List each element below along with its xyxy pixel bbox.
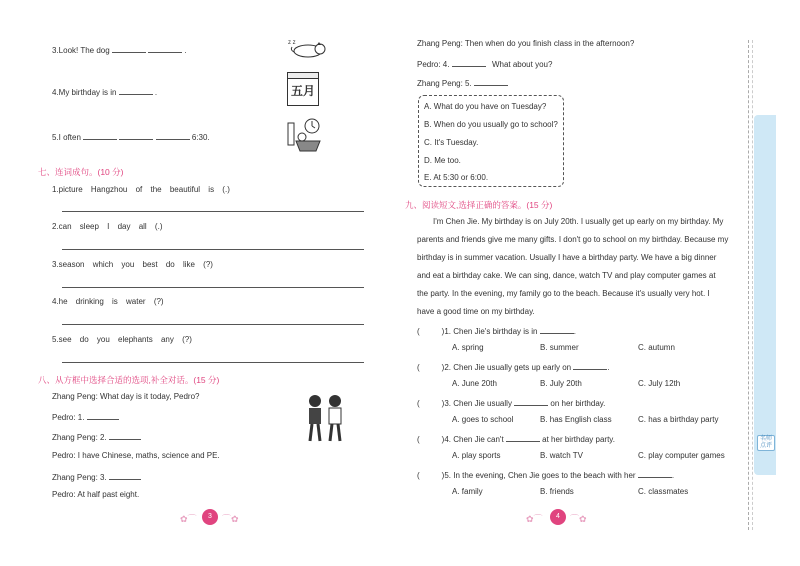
q5-option-c[interactable]: C. classmates xyxy=(638,487,689,496)
dialog-line-4: Pedro: I have Chinese, maths, science and PE. xyxy=(52,451,220,460)
answer-paren-open: ( xyxy=(417,435,420,444)
answer-line[interactable] xyxy=(62,362,364,363)
flourish-right-icon: ⌒✿ xyxy=(222,514,239,524)
s7-item-2: 2.can sleep I day all (.) xyxy=(52,222,163,231)
answer-paren-close: ) xyxy=(441,435,445,444)
binding-line-inner xyxy=(752,40,753,530)
passage-line-2: parents and friends give me many gifts. I don't go to school on my birthday. Because my xyxy=(417,235,729,244)
q4-label: 4.My birthday is in xyxy=(52,88,117,97)
question-tail: . xyxy=(573,327,576,336)
answer-paren-open: ( xyxy=(417,327,420,336)
answer-blank[interactable] xyxy=(119,86,153,95)
question-stem: 5. In the evening, Chen Jie goes to the beach with her xyxy=(444,471,636,480)
answer-paren-open: ( xyxy=(417,399,420,408)
dialog-line-3 xyxy=(52,431,141,442)
answer-paren-close: ) xyxy=(441,327,445,336)
answer-blank[interactable] xyxy=(83,131,117,140)
answer-line[interactable] xyxy=(62,287,364,288)
answer-paren-open: ( xyxy=(417,363,420,372)
answer-blank[interactable] xyxy=(109,471,141,480)
sleeping-dog-image xyxy=(286,36,328,60)
q3-label: 3.Look! The dog xyxy=(52,46,110,55)
answer-blank[interactable] xyxy=(119,131,153,140)
q1-option-b[interactable]: B. summer xyxy=(540,343,579,352)
dialog-speaker: Pedro: 1. xyxy=(52,413,85,422)
answer-paren-close: ) xyxy=(441,399,445,408)
teacher-comment-label: 名师点评 xyxy=(757,435,775,451)
option-b: B. When do you usually go to school? xyxy=(424,120,558,129)
dialog-line-5 xyxy=(52,471,141,482)
q1-option-c[interactable]: C. autumn xyxy=(638,343,675,352)
answer-blank[interactable] xyxy=(573,361,610,372)
q4-option-b[interactable]: B. watch TV xyxy=(540,451,583,460)
answer-paren-open: ( xyxy=(417,471,420,480)
q2-option-b[interactable]: B. July 20th xyxy=(540,379,582,388)
q3-option-c[interactable]: C. has a birthday party xyxy=(638,415,719,424)
dialog-speaker: Pedro: 4. xyxy=(417,60,450,69)
s7-item-4: 4.he drinking is water (?) xyxy=(52,297,164,306)
question-tail: . xyxy=(671,471,675,480)
question-tail: at her birthday party. xyxy=(542,435,615,444)
two-kids-image xyxy=(302,393,348,445)
question-2 xyxy=(417,361,610,372)
clock-breakfast-image xyxy=(286,117,322,153)
passage-line-1: I'm Chen Jie. My birthday is on July 20th. I usually get up early on my birthday. My xyxy=(433,217,724,226)
side-tab xyxy=(754,115,776,475)
question-5 xyxy=(417,469,674,480)
question-tail: on her birthday. xyxy=(550,399,606,408)
dialog-line-r1: Zhang Peng: Then when do you finish class in the afternoon? xyxy=(417,39,635,48)
dialog-line-r2 xyxy=(417,58,552,69)
s7-item-5: 5.see do you elephants any (?) xyxy=(52,335,192,344)
s7-item-1: 1.picture Hangzhou of the beautiful is (.) xyxy=(52,185,230,194)
question-stem: 2. Chen Jie usually gets up early on xyxy=(444,363,572,372)
q5-option-b[interactable]: B. friends xyxy=(540,487,574,496)
q2-option-c[interactable]: C. July 12th xyxy=(638,379,681,388)
answer-blank[interactable] xyxy=(452,58,486,67)
question-stem: 3. Chen Jie usually xyxy=(444,399,512,408)
dialog-line-2 xyxy=(52,411,119,422)
answer-blank[interactable] xyxy=(474,77,508,86)
section7-title: 七、连词成句。(10 分) xyxy=(38,167,124,177)
q4-text: 4.My birthday is in . xyxy=(52,88,158,97)
answer-blank[interactable] xyxy=(156,131,190,140)
q2-option-a[interactable]: A. June 20th xyxy=(452,379,497,388)
passage-line-3: birthday is in summer vacation. Usually I have a birthday party. We have a big dinner xyxy=(417,253,717,262)
question-stem: 4. Chen Jie can't xyxy=(444,435,504,444)
dialog-speaker: Zhang Peng: 3. xyxy=(52,473,107,482)
passage-line-6: have a good time on my birthday. xyxy=(417,307,535,316)
answer-blank[interactable] xyxy=(109,431,141,440)
q3-option-a[interactable]: A. goes to school xyxy=(452,415,514,424)
dialog-line-1: Zhang Peng: What day is it today, Pedro? xyxy=(52,392,200,401)
q4-option-a[interactable]: A. play sports xyxy=(452,451,501,460)
question-stem: 1. Chen Jie's birthday is in xyxy=(444,327,538,336)
svg-text:z z: z z xyxy=(288,40,296,46)
dialog-speaker: Zhang Peng: 2. xyxy=(52,433,107,442)
question-3 xyxy=(417,397,605,408)
answer-blank[interactable] xyxy=(148,44,182,53)
calendar-image xyxy=(287,72,319,106)
dialog-extra: What about you? xyxy=(491,60,553,69)
answer-line[interactable] xyxy=(62,211,364,212)
option-c: C. It's Tuesday. xyxy=(424,138,479,147)
answer-line[interactable] xyxy=(62,249,364,250)
flourish-left-icon: ✿⌒ xyxy=(180,514,197,524)
dialog-line-r3 xyxy=(417,77,508,88)
option-a: A. What do you have on Tuesday? xyxy=(424,102,547,111)
q5-text xyxy=(52,131,210,142)
answer-blank[interactable] xyxy=(87,411,119,420)
q1-option-a[interactable]: A. spring xyxy=(452,343,484,352)
q5-label: 5.I often xyxy=(52,133,81,142)
dialog-line-6: Pedro: At half past eight. xyxy=(52,490,140,499)
s7-item-3: 3.season which you best do like (?) xyxy=(52,260,213,269)
flourish-right-icon: ⌒✿ xyxy=(570,514,587,524)
answer-blank[interactable] xyxy=(506,433,540,442)
calendar-month: 五月 xyxy=(290,84,315,98)
option-e: E. At 5:30 or 6:00. xyxy=(424,173,489,182)
flourish-left-icon: ✿⌒ xyxy=(526,514,543,524)
q5-option-a[interactable]: A. family xyxy=(452,487,483,496)
option-d: D. Me too. xyxy=(424,156,461,165)
answer-line[interactable] xyxy=(62,324,364,325)
answer-blank[interactable] xyxy=(112,44,146,53)
q3-option-b[interactable]: B. has English class xyxy=(540,415,612,424)
answer-paren-close: ) xyxy=(441,471,445,480)
dialog-speaker: Zhang Peng: 5. xyxy=(417,79,472,88)
q5-time: 6:30. xyxy=(191,133,210,142)
q3-text: 3.Look! The dog . xyxy=(52,46,187,55)
answer-blank[interactable] xyxy=(514,397,548,406)
section8-title: 八、从方框中选择合适的选项,补全对话。(15 分) xyxy=(38,375,220,385)
q4-option-c[interactable]: C. play computer games xyxy=(638,451,725,460)
answer-blank[interactable] xyxy=(540,325,574,334)
page-number-left: 3 xyxy=(202,509,218,525)
page-number-right: 4 xyxy=(550,509,566,525)
answer-paren-close: ) xyxy=(441,363,445,372)
section9-title: 九、阅读短文,选择正确的答案。(15 分) xyxy=(405,200,553,210)
passage-line-5: the party. In the evening, my family go to the beach. Because it's usually very hot. I xyxy=(417,289,710,298)
passage-line-4: and eat a birthday cake. We can sing, dance, watch TV and play computer games at xyxy=(417,271,716,280)
question-4 xyxy=(417,433,615,444)
question-tail: . xyxy=(607,363,610,372)
binding-line xyxy=(748,40,749,530)
answer-blank[interactable] xyxy=(638,469,675,480)
question-1 xyxy=(417,325,576,336)
